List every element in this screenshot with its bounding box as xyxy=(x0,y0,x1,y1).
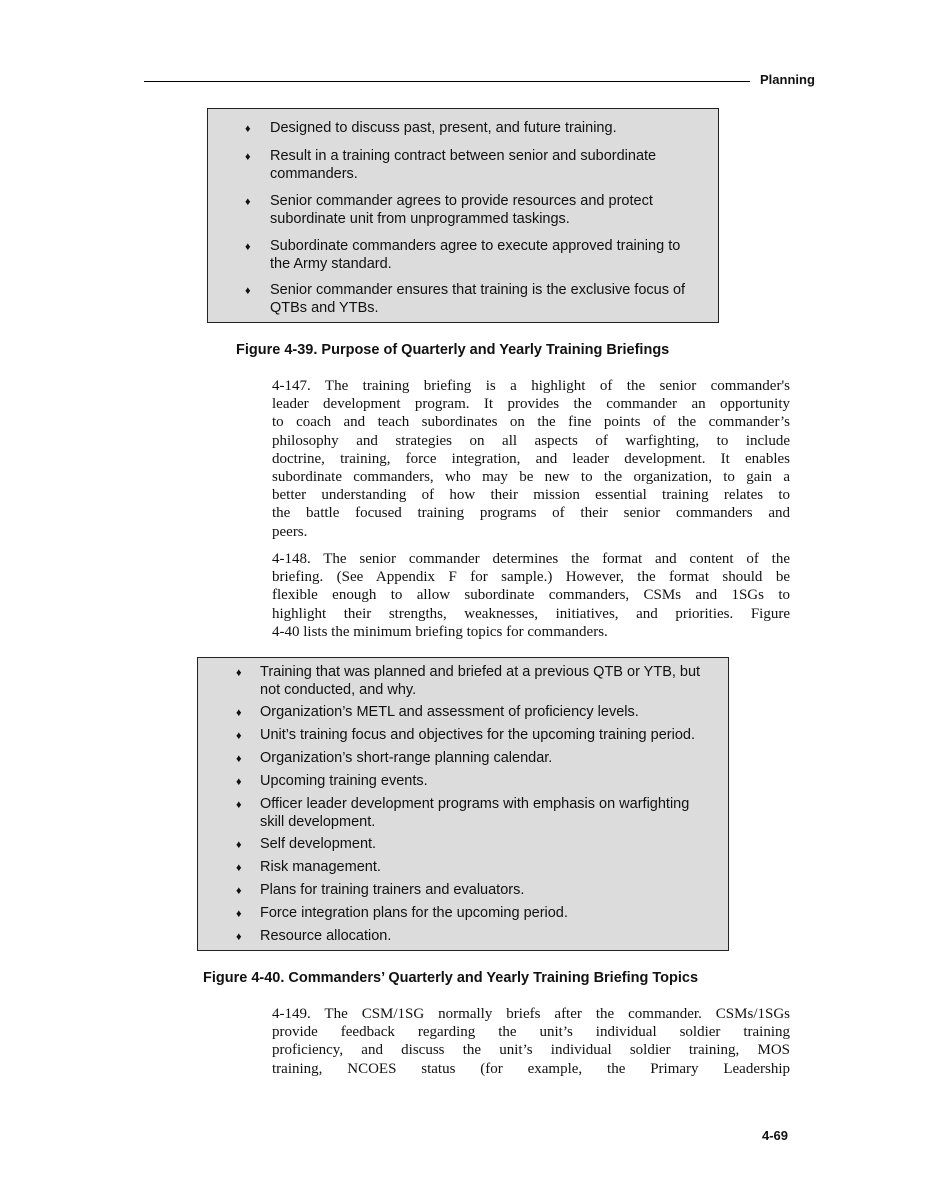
paragraph-line: the battle focused training programs of their senior commanders and xyxy=(272,505,790,522)
list-item-text: Plans for training trainers and evaluators. xyxy=(260,882,525,898)
diamond-bullet-icon: ♦ xyxy=(245,123,251,135)
diamond-bullet-icon: ♦ xyxy=(236,839,242,851)
diamond-bullet-icon: ♦ xyxy=(236,753,242,765)
list-item-text: the Army standard. xyxy=(270,255,392,272)
paragraph-line: proficiency, and discuss the unit’s individual soldier training, MOS xyxy=(272,1042,790,1059)
list-item-text: Senior commander ensures that training is the exclusive focus of xyxy=(270,282,686,298)
paragraph-line: 4-40 lists the minimum briefing topics for commanders. xyxy=(272,623,608,640)
list-item-text: Subordinate commanders agree to execute approved training to xyxy=(270,238,681,254)
paragraph-line: highlight their strengths, weaknesses, initiatives, and priorities. Figure xyxy=(272,605,790,622)
list-item-text: Force integration plans for the upcoming period. xyxy=(260,905,568,921)
list-item-text: Training that was planned and briefed at a previous QTB or YTB, but xyxy=(260,664,701,680)
header-rule xyxy=(144,81,750,82)
paragraph-line: training, NCOES status (for example, the Primary Leadership xyxy=(272,1060,790,1077)
paragraph-4-149 xyxy=(272,1005,790,1078)
paragraph-line: peers. xyxy=(272,523,308,540)
list-item-text: Designed to discuss past, present, and future training. xyxy=(270,120,617,136)
list-item-text: Resource allocation. xyxy=(260,928,392,944)
paragraph-line: philosophy and strategies on all aspects of warfighting, to include xyxy=(272,432,790,449)
page-number: 4-69 xyxy=(762,1128,789,1143)
list-item-text: commanders. xyxy=(270,165,358,182)
diamond-bullet-icon: ♦ xyxy=(236,730,242,742)
list-item-text: Result in a training contract between senior and subordinate xyxy=(270,148,657,164)
figure-4-39-box xyxy=(207,108,719,323)
paragraph-line: better understanding of how their mission essential training relates to xyxy=(272,487,790,504)
diamond-bullet-icon: ♦ xyxy=(236,776,242,788)
paragraph-line: 4-149. The CSM/1SG normally briefs after the commander. CSMs/1SGs xyxy=(272,1006,790,1022)
diamond-bullet-icon: ♦ xyxy=(236,931,242,943)
figure-4-40-caption: Figure 4-40. Commanders’ Quarterly and Yearly Training Briefing Topics xyxy=(203,970,699,986)
paragraph-line: doctrine, training, force integration, and leader development. It enables xyxy=(272,450,790,467)
diamond-bullet-icon: ♦ xyxy=(236,799,242,811)
paragraph-line: 4-147. The training briefing is a highlight of the senior commander's xyxy=(272,378,790,394)
diamond-bullet-icon: ♦ xyxy=(236,885,242,897)
section-title: Planning xyxy=(760,72,815,87)
diamond-bullet-icon: ♦ xyxy=(236,908,242,920)
list-item-text: subordinate unit from unprogrammed taskings. xyxy=(270,210,570,227)
list-item-text: Organization’s short-range planning calendar. xyxy=(260,750,553,766)
figure-4-39-caption: Figure 4-39. Purpose of Quarterly and Yearly Training Briefings xyxy=(236,342,670,358)
paragraph-line: to coach and teach subordinates on the fine points of the commander’s xyxy=(272,414,790,431)
diamond-bullet-icon: ♦ xyxy=(245,241,251,253)
list-item-text: Risk management. xyxy=(260,859,381,875)
list-item-text: Upcoming training events. xyxy=(260,773,428,789)
paragraph-line: subordinate commanders, who may be new to the organization, to gain a xyxy=(272,468,790,485)
list-item-text: not conducted, and why. xyxy=(260,681,417,698)
figure-4-40-box xyxy=(197,657,729,951)
list-item-text: Organization’s METL and assessment of proficiency levels. xyxy=(260,704,639,720)
diamond-bullet-icon: ♦ xyxy=(245,151,251,163)
diamond-bullet-icon: ♦ xyxy=(236,862,242,874)
paragraph-4-147 xyxy=(272,377,790,541)
paragraph-line: briefing. (See Appendix F for sample.) However, the format should be xyxy=(272,569,790,586)
diamond-bullet-icon: ♦ xyxy=(245,196,251,208)
diamond-bullet-icon: ♦ xyxy=(245,285,251,297)
paragraph-line: flexible enough to allow subordinate commanders, CSMs and 1SGs to xyxy=(272,587,790,604)
paragraph-4-148 xyxy=(272,550,790,641)
paragraph-line: provide feedback regarding the unit’s individual soldier training xyxy=(272,1024,790,1041)
list-item-text: Officer leader development programs with emphasis on warfighting xyxy=(260,796,690,812)
list-item-text: Unit’s training focus and objectives for the upcoming training period. xyxy=(260,727,695,743)
diamond-bullet-icon: ♦ xyxy=(236,707,242,719)
diamond-bullet-icon: ♦ xyxy=(236,667,242,679)
paragraph-line: 4-148. The senior commander determines the format and content of the xyxy=(272,551,790,567)
list-item-text: Senior commander agrees to provide resources and protect xyxy=(270,193,653,209)
paragraph-line: leader development program. It provides the commander an opportunity xyxy=(272,396,790,413)
list-item-text: skill development. xyxy=(260,813,376,830)
list-item-text: QTBs and YTBs. xyxy=(270,299,379,316)
list-item-text: Self development. xyxy=(260,836,377,852)
